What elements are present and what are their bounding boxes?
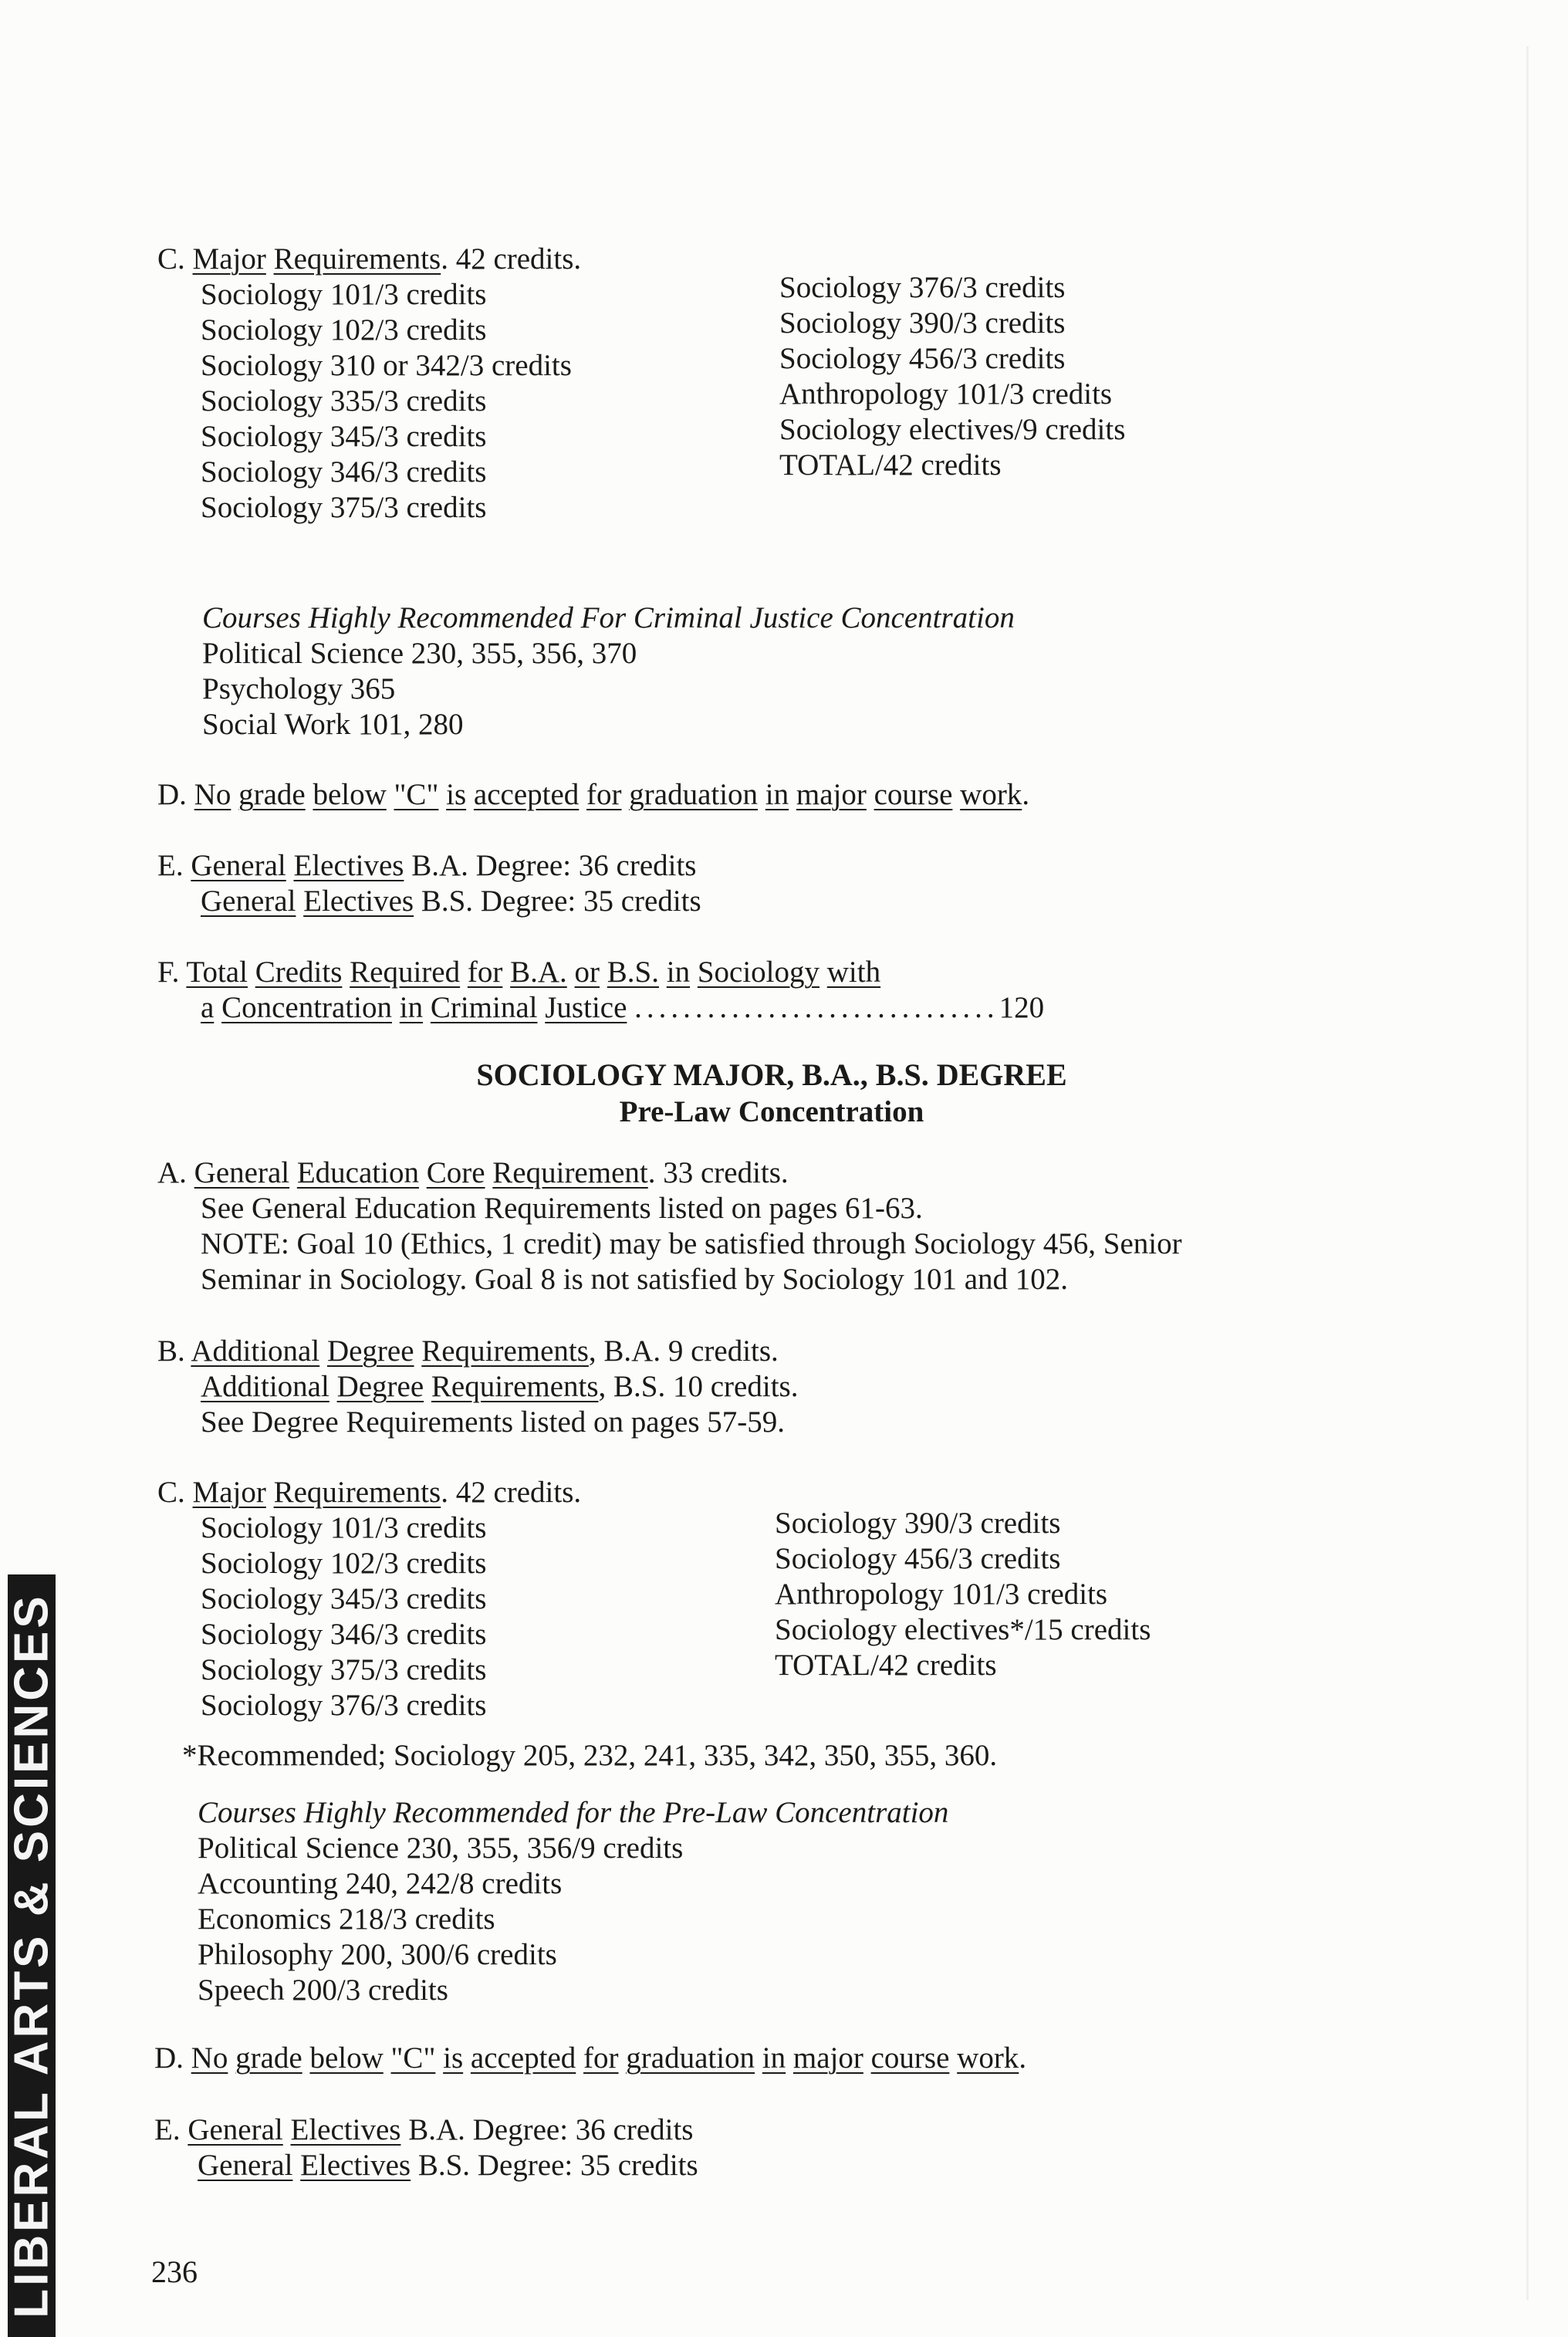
prelaw-recommended-title: Courses Highly Recommended for the Pre-Law Concentration — [198, 1796, 949, 1829]
c1-right-course-list — [779, 270, 1125, 483]
d1-grade-rule: D. No grade below "C" is accepted for graduation in major course work. — [157, 778, 1030, 811]
list-item: TOTAL/42 credits — [775, 1649, 997, 1682]
list-item: Sociology 376/3 credits — [779, 271, 1066, 304]
f-total-credits: F. Total Credits Required for B.A. or B.S. in Sociology with a Concentration in Criminal Justice ..............................120 — [157, 955, 1045, 1024]
list-item: Sociology 390/3 credits — [779, 306, 1066, 340]
page-number: 236 — [151, 2254, 198, 2289]
list-item: Anthropology 101/3 credits — [775, 1578, 1108, 1611]
list-item: Accounting 240, 242/8 credits — [198, 1867, 563, 1900]
cj-recommended-title: Courses Highly Recommended For Criminal Justice Concentration — [202, 601, 1015, 634]
list-item: Sociology 456/3 credits — [779, 342, 1066, 375]
list-item: Psychology 365 — [202, 672, 396, 705]
prelaw-title: SOCIOLOGY MAJOR, B.A., B.S. DEGREE — [476, 1057, 1067, 1092]
list-item: Sociology 375/3 credits — [201, 491, 487, 524]
list-item: Anthropology 101/3 credits — [779, 377, 1113, 411]
total-credits-value: 120 — [999, 991, 1045, 1024]
cj-recommended-block — [202, 600, 1015, 742]
list-item: Economics 218/3 credits — [198, 1902, 495, 1936]
e1-general-electives: E. General Electives B.A. Degree: 36 credits General Electives B.S. Degree: 35 credits — [157, 849, 701, 918]
b-additional-degree: B. Additional Degree Requirements, B.A. 9 credits. Additional Degree Requirements, B.S. 10 credits. See Degree Requirements listed on pages 57-59. — [157, 1334, 799, 1439]
prelaw-recommended-block — [198, 1795, 948, 2008]
leader-dots: .............................. — [634, 991, 999, 1024]
list-item: Sociology 375/3 credits — [201, 1653, 487, 1686]
list-item: Sociology electives*/15 credits — [775, 1613, 1151, 1646]
c2-footnote: *Recommended; Sociology 205, 232, 241, 335, 342, 350, 355, 360. — [182, 1739, 998, 1772]
e2-general-electives: E. General Electives B.A. Degree: 36 credits General Electives B.S. Degree: 35 credits — [154, 2113, 698, 2182]
c1-left-course-list — [201, 277, 572, 526]
list-item: Sociology 101/3 credits — [201, 1511, 487, 1544]
list-item: Philosophy 200, 300/6 credits — [198, 1938, 557, 1971]
list-item: Sociology 390/3 credits — [775, 1507, 1061, 1540]
d2-grade-rule: D. No grade below "C" is accepted for graduation in major course work. — [154, 2041, 1027, 2075]
side-tab-label: LIBERAL ARTS & SCIENCES — [5, 1593, 59, 2318]
list-item: Sociology 102/3 credits — [201, 313, 487, 347]
c2-heading: C. Major Requirements. 42 credits. — [157, 1476, 582, 1509]
c2-left-course-list — [201, 1510, 486, 1723]
list-item: Sociology 310 or 342/3 credits — [201, 349, 572, 382]
a-general-education: A. General Education Core Requirement. 33 credits. See General Education Requirements listed on pages 61-63. NOTE: Goal 10 (Ethics, 1 credit) may be satisfied through Sociology 456, Senior Seminar in Sociology. Goal 8 is not satisfied by Sociology 101 and 102. — [157, 1156, 1182, 1296]
list-item: Sociology 346/3 credits — [201, 455, 487, 489]
list-item: Political Science 230, 355, 356/9 credits — [198, 1831, 684, 1865]
list-item: Sociology 102/3 credits — [201, 1547, 487, 1580]
list-item: Sociology 346/3 credits — [201, 1618, 487, 1651]
c1-heading: C. Major Requirements. 42 credits. — [157, 242, 582, 276]
list-item: TOTAL/42 credits — [779, 448, 1002, 482]
list-item: Sociology 345/3 credits — [201, 1582, 487, 1615]
list-item: Speech 200/3 credits — [198, 1973, 448, 2007]
list-item: Sociology 101/3 credits — [201, 278, 487, 311]
page-edge — [1526, 46, 1529, 2300]
side-tab — [5, 1574, 59, 2337]
list-item: Sociology 345/3 credits — [201, 420, 487, 453]
prelaw-subtitle: Pre-Law Concentration — [619, 1095, 924, 1128]
list-item: Sociology 335/3 credits — [201, 384, 487, 418]
list-item: Sociology 456/3 credits — [775, 1542, 1061, 1575]
list-item: Political Science 230, 355, 356, 370 — [202, 637, 637, 670]
list-item: Sociology 376/3 credits — [201, 1689, 487, 1722]
list-item: Social Work 101, 280 — [202, 708, 464, 741]
list-item: Sociology electives/9 credits — [779, 413, 1126, 446]
c2-right-course-list — [775, 1506, 1151, 1683]
